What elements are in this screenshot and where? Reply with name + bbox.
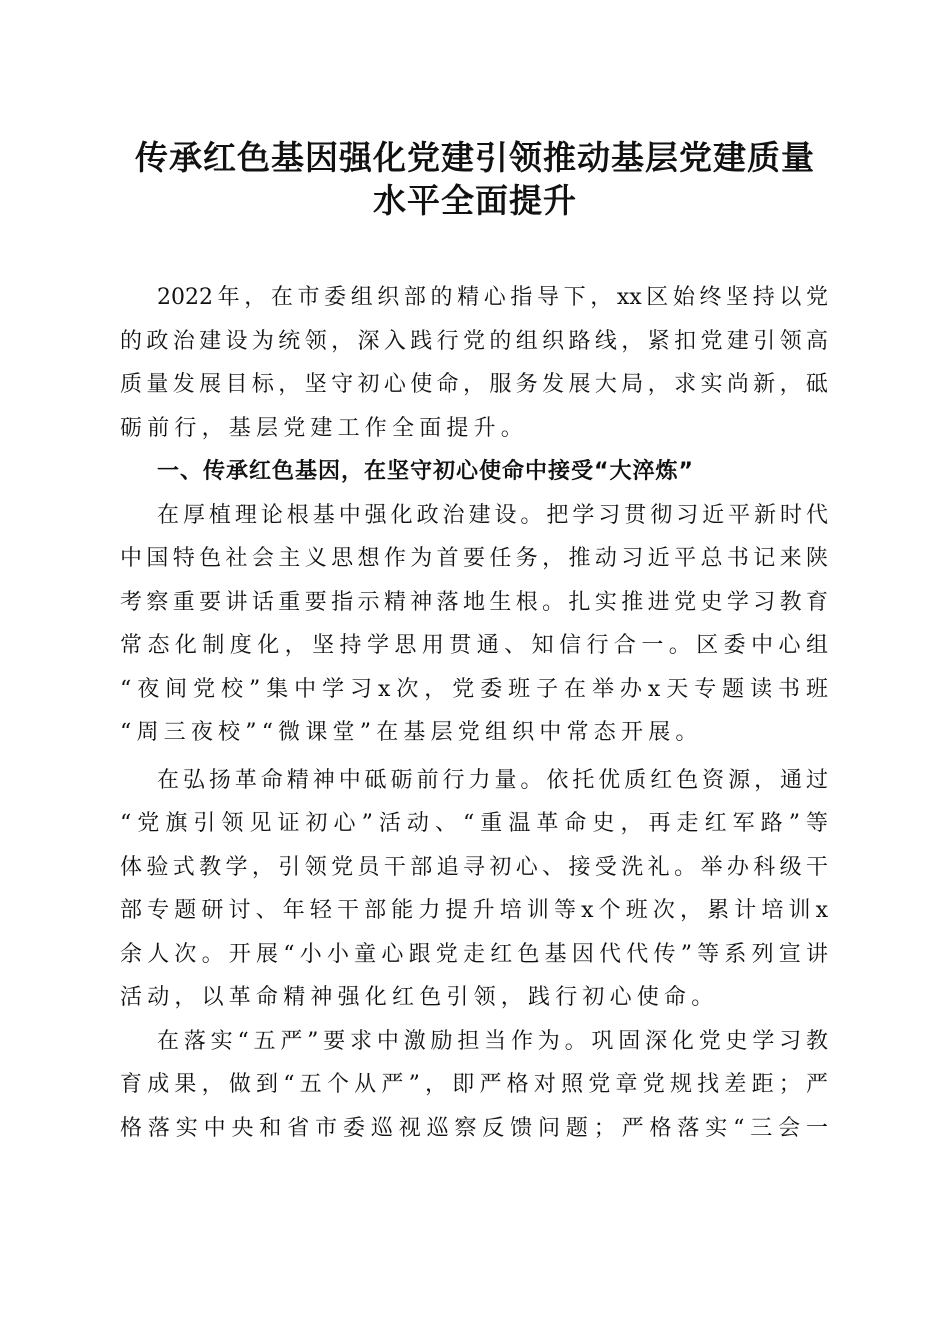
text-line: 的政治建设为统领，深入践行党的组织路线，紧扣党建引领高 (120, 328, 828, 354)
text-line: 育成果，做到“五个从严”，即严格对照党章党规找差距；严 (120, 1072, 828, 1097)
document-title (120, 136, 830, 222)
section-heading (120, 450, 828, 494)
text-line: 部专题研讨、年轻干部能力提升培训等x个班次，累计培训x (120, 898, 828, 923)
text-line: 余人次。开展“小小童心跟党走红色基因代代传”等系列宣讲 (120, 941, 828, 967)
text-line: 常态化制度化，坚持学思用贯通、知信行合一。区委中心组 (120, 633, 828, 658)
text-line: “夜间党校”集中学习x次，党委班子在举办x天专题读书班 (120, 676, 828, 702)
text-line: 考察重要讲话重要指示精神落地生根。扎实推进党史学习教育 (120, 589, 828, 615)
text-line: 格落实中央和省市委巡视巡察反馈问题；严格落实“三会一 (120, 1115, 828, 1141)
title-line-2: 水平全面提升 (373, 181, 577, 220)
text-line: 砺前行，基层党建工作全面提升。 (120, 415, 529, 441)
text-line: 一、传承红色基因，在坚守初心使命中接受“大淬炼” (157, 459, 694, 484)
text-line: 在落实“五严”要求中激励担当作为。巩固深化党史学习教 (157, 1028, 828, 1054)
text-line: 活动，以革命精神强化红色引领，践行初心使命。 (120, 985, 719, 1010)
text-line: 质量发展目标，坚守初心使命，服务发展大局，求实尚新，砥 (120, 372, 828, 397)
text-line: “周三夜校”“微课堂”在基层党组织中常态开展。 (120, 720, 703, 745)
paragraph (120, 1020, 828, 1151)
document-body (120, 276, 828, 1150)
text-line: 在弘扬革命精神中砥砺前行力量。依托优质红色资源，通过 (157, 767, 828, 793)
text-line: “党旗引领见证初心”活动、“重温革命史，再走红军路”等 (120, 811, 828, 836)
text-line: 中国特色社会主义思想作为首要任务，推动习近平总书记来陕 (120, 546, 828, 571)
paragraph (120, 276, 828, 450)
paragraph (120, 759, 828, 1020)
text-line: 在厚植理论根基中强化政治建设。把学习贯彻习近平新时代 (157, 502, 828, 528)
text-line: 体验式教学，引领党员干部追寻初心、接受洗礼。举办科级干 (120, 854, 828, 880)
paragraph (120, 494, 828, 755)
text-line: 2022年，在市委组织部的精心指导下，xx区始终坚持以党 (157, 285, 828, 310)
title-line-1: 传承红色基因强化党建引领推动基层党建质量 (135, 138, 815, 177)
